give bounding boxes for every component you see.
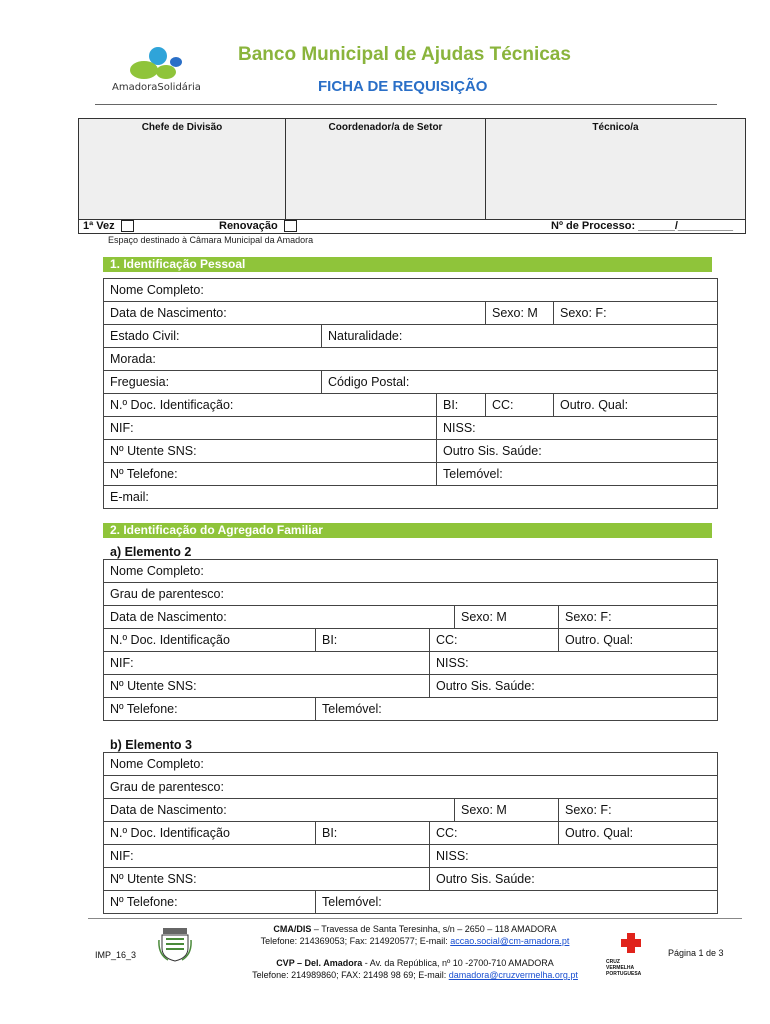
amadora-coat-of-arms-icon [158,926,192,962]
el2-phone-field[interactable]: Nº Telefone: [104,698,316,721]
signature-col-tecnico[interactable] [486,119,745,219]
el2-mobile-field[interactable]: Telemóvel: [316,698,718,721]
el2-sns-field[interactable]: Nº Utente SNS: [104,675,430,698]
section-2-header: 2. Identificação do Agregado Familiar [103,523,712,538]
civil-status-field[interactable]: Estado Civil: [104,325,322,348]
page-title: Banco Municipal de Ajudas Técnicas [238,44,571,65]
page-number: Página 1 de 3 [668,948,724,958]
process-number[interactable]: Nº de Processo: ______/_________ [551,220,733,232]
el3-mobile-field[interactable]: Telemóvel: [316,891,718,914]
el2-cc-field[interactable]: CC: [430,629,559,652]
el2-niss-field[interactable]: NISS: [430,652,718,675]
phone-field[interactable]: Nº Telefone: [104,463,437,486]
el3-kinship-field[interactable]: Grau de parentesco: [104,776,718,799]
signature-label: Chefe de Divisão [141,122,223,133]
el3-nif-field[interactable]: NIF: [104,845,430,868]
el3-other-health-field[interactable]: Outro Sis. Saúde: [430,868,718,891]
mobile-field[interactable]: Telemóvel: [437,463,718,486]
cma-email-link[interactable]: accao.social@cm-amadora.pt [450,936,570,946]
first-time-label: 1ª Vez [83,220,134,232]
cma-address-line: CMA/DIS – Travessa de Santa Teresinha, s/n – 2650 – 118 AMADORA [273,924,557,934]
el2-other-health-field[interactable]: Outro Sis. Saúde: [430,675,718,698]
el3-birth-date-field[interactable]: Data de Nascimento: [104,799,455,822]
doc-id-field[interactable]: N.º Doc. Identificação: [104,394,437,417]
full-name-field[interactable]: Nome Completo: [104,279,718,302]
el2-kinship-field[interactable]: Grau de parentesco: [104,583,718,606]
section-1-table [103,278,718,509]
nif-field[interactable]: NIF: [104,417,437,440]
niss-field[interactable]: NISS: [437,417,718,440]
section-1-header: 1. Identificação Pessoal [103,257,712,272]
element-3-table [103,752,718,914]
parish-field[interactable]: Freguesia: [104,371,322,394]
page-subtitle: FICHA DE REQUISIÇÃO [318,78,488,95]
sex-m-field[interactable]: Sexo: M [486,302,554,325]
logo-text: AmadoraSolidária [112,82,201,93]
element-3-heading: b) Elemento 3 [110,738,192,752]
el3-phone-field[interactable]: Nº Telefone: [104,891,316,914]
sns-field[interactable]: Nº Utente SNS: [104,440,437,463]
el2-bi-field[interactable]: BI: [316,629,430,652]
cc-field[interactable]: CC: [486,394,554,417]
first-time-checkbox[interactable] [121,220,134,232]
el3-sex-f-field[interactable]: Sexo: F: [559,799,718,822]
bi-field[interactable]: BI: [437,394,486,417]
el2-sex-m-field[interactable]: Sexo: M [455,606,559,629]
signature-label: Coordenador/a de Setor [328,122,443,133]
cvp-email-link[interactable]: damadora@cruzvermelha.org.pt [448,970,578,980]
el3-doc-id-field[interactable]: N.º Doc. Identificação [104,822,316,845]
element-2-heading: a) Elemento 2 [110,545,192,559]
other-health-field[interactable]: Outro Sis. Saúde: [437,440,718,463]
el2-other-doc-field[interactable]: Outro. Qual: [559,629,718,652]
header-divider [95,104,717,105]
signature-label: Técnico/a [592,122,639,133]
cruz-vermelha-logo [606,932,658,977]
el3-cc-field[interactable]: CC: [430,822,559,845]
cma-contact-line: Telefone: 214369053; Fax: 214920577; E-mail: accao.social@cm-amadora.pt [260,936,570,946]
el2-birth-date-field[interactable]: Data de Nascimento: [104,606,455,629]
renewal-checkbox[interactable] [284,220,297,232]
sex-f-field[interactable]: Sexo: F: [554,302,718,325]
el2-nif-field[interactable]: NIF: [104,652,430,675]
el3-bi-field[interactable]: BI: [316,822,430,845]
cruz-vermelha-text: CRUZ VERMELHA PORTUGUESA [606,959,642,977]
birth-date-field[interactable]: Data de Nascimento: [104,302,486,325]
signature-box [78,118,746,220]
el3-sns-field[interactable]: Nº Utente SNS: [104,868,430,891]
cvp-address-line: CVP – Del. Amadora - Av. da República, nº 10 -2700-710 AMADORA [276,958,554,968]
naturality-field[interactable]: Naturalidade: [322,325,718,348]
el3-niss-field[interactable]: NISS: [430,845,718,868]
el3-sex-m-field[interactable]: Sexo: M [455,799,559,822]
process-row [78,220,746,234]
el3-full-name-field[interactable]: Nome Completo: [104,753,718,776]
el2-doc-id-field[interactable]: N.º Doc. Identificação [104,629,316,652]
red-cross-icon [606,932,658,954]
footer-divider [88,918,742,919]
signature-col-chefe[interactable] [79,119,286,219]
cvp-contact-line: Telefone: 214989860; FAX: 21498 98 69; E-mail: damadora@cruzvermelha.org.pt [252,970,578,980]
el2-full-name-field[interactable]: Nome Completo: [104,560,718,583]
element-2-table [103,559,718,721]
document-code: IMP_16_3 [95,950,137,960]
other-doc-field[interactable]: Outro. Qual: [554,394,718,417]
postal-code-field[interactable]: Código Postal: [322,371,718,394]
el2-sex-f-field[interactable]: Sexo: F: [559,606,718,629]
renewal-label: Renovação [219,220,297,232]
el3-other-doc-field[interactable]: Outro. Qual: [559,822,718,845]
address-field[interactable]: Morada: [104,348,718,371]
signature-col-coordenador[interactable] [286,119,486,219]
office-use-note: Espaço destinado à Câmara Municipal da Amadora [108,235,314,245]
email-field[interactable]: E-mail: [104,486,718,509]
